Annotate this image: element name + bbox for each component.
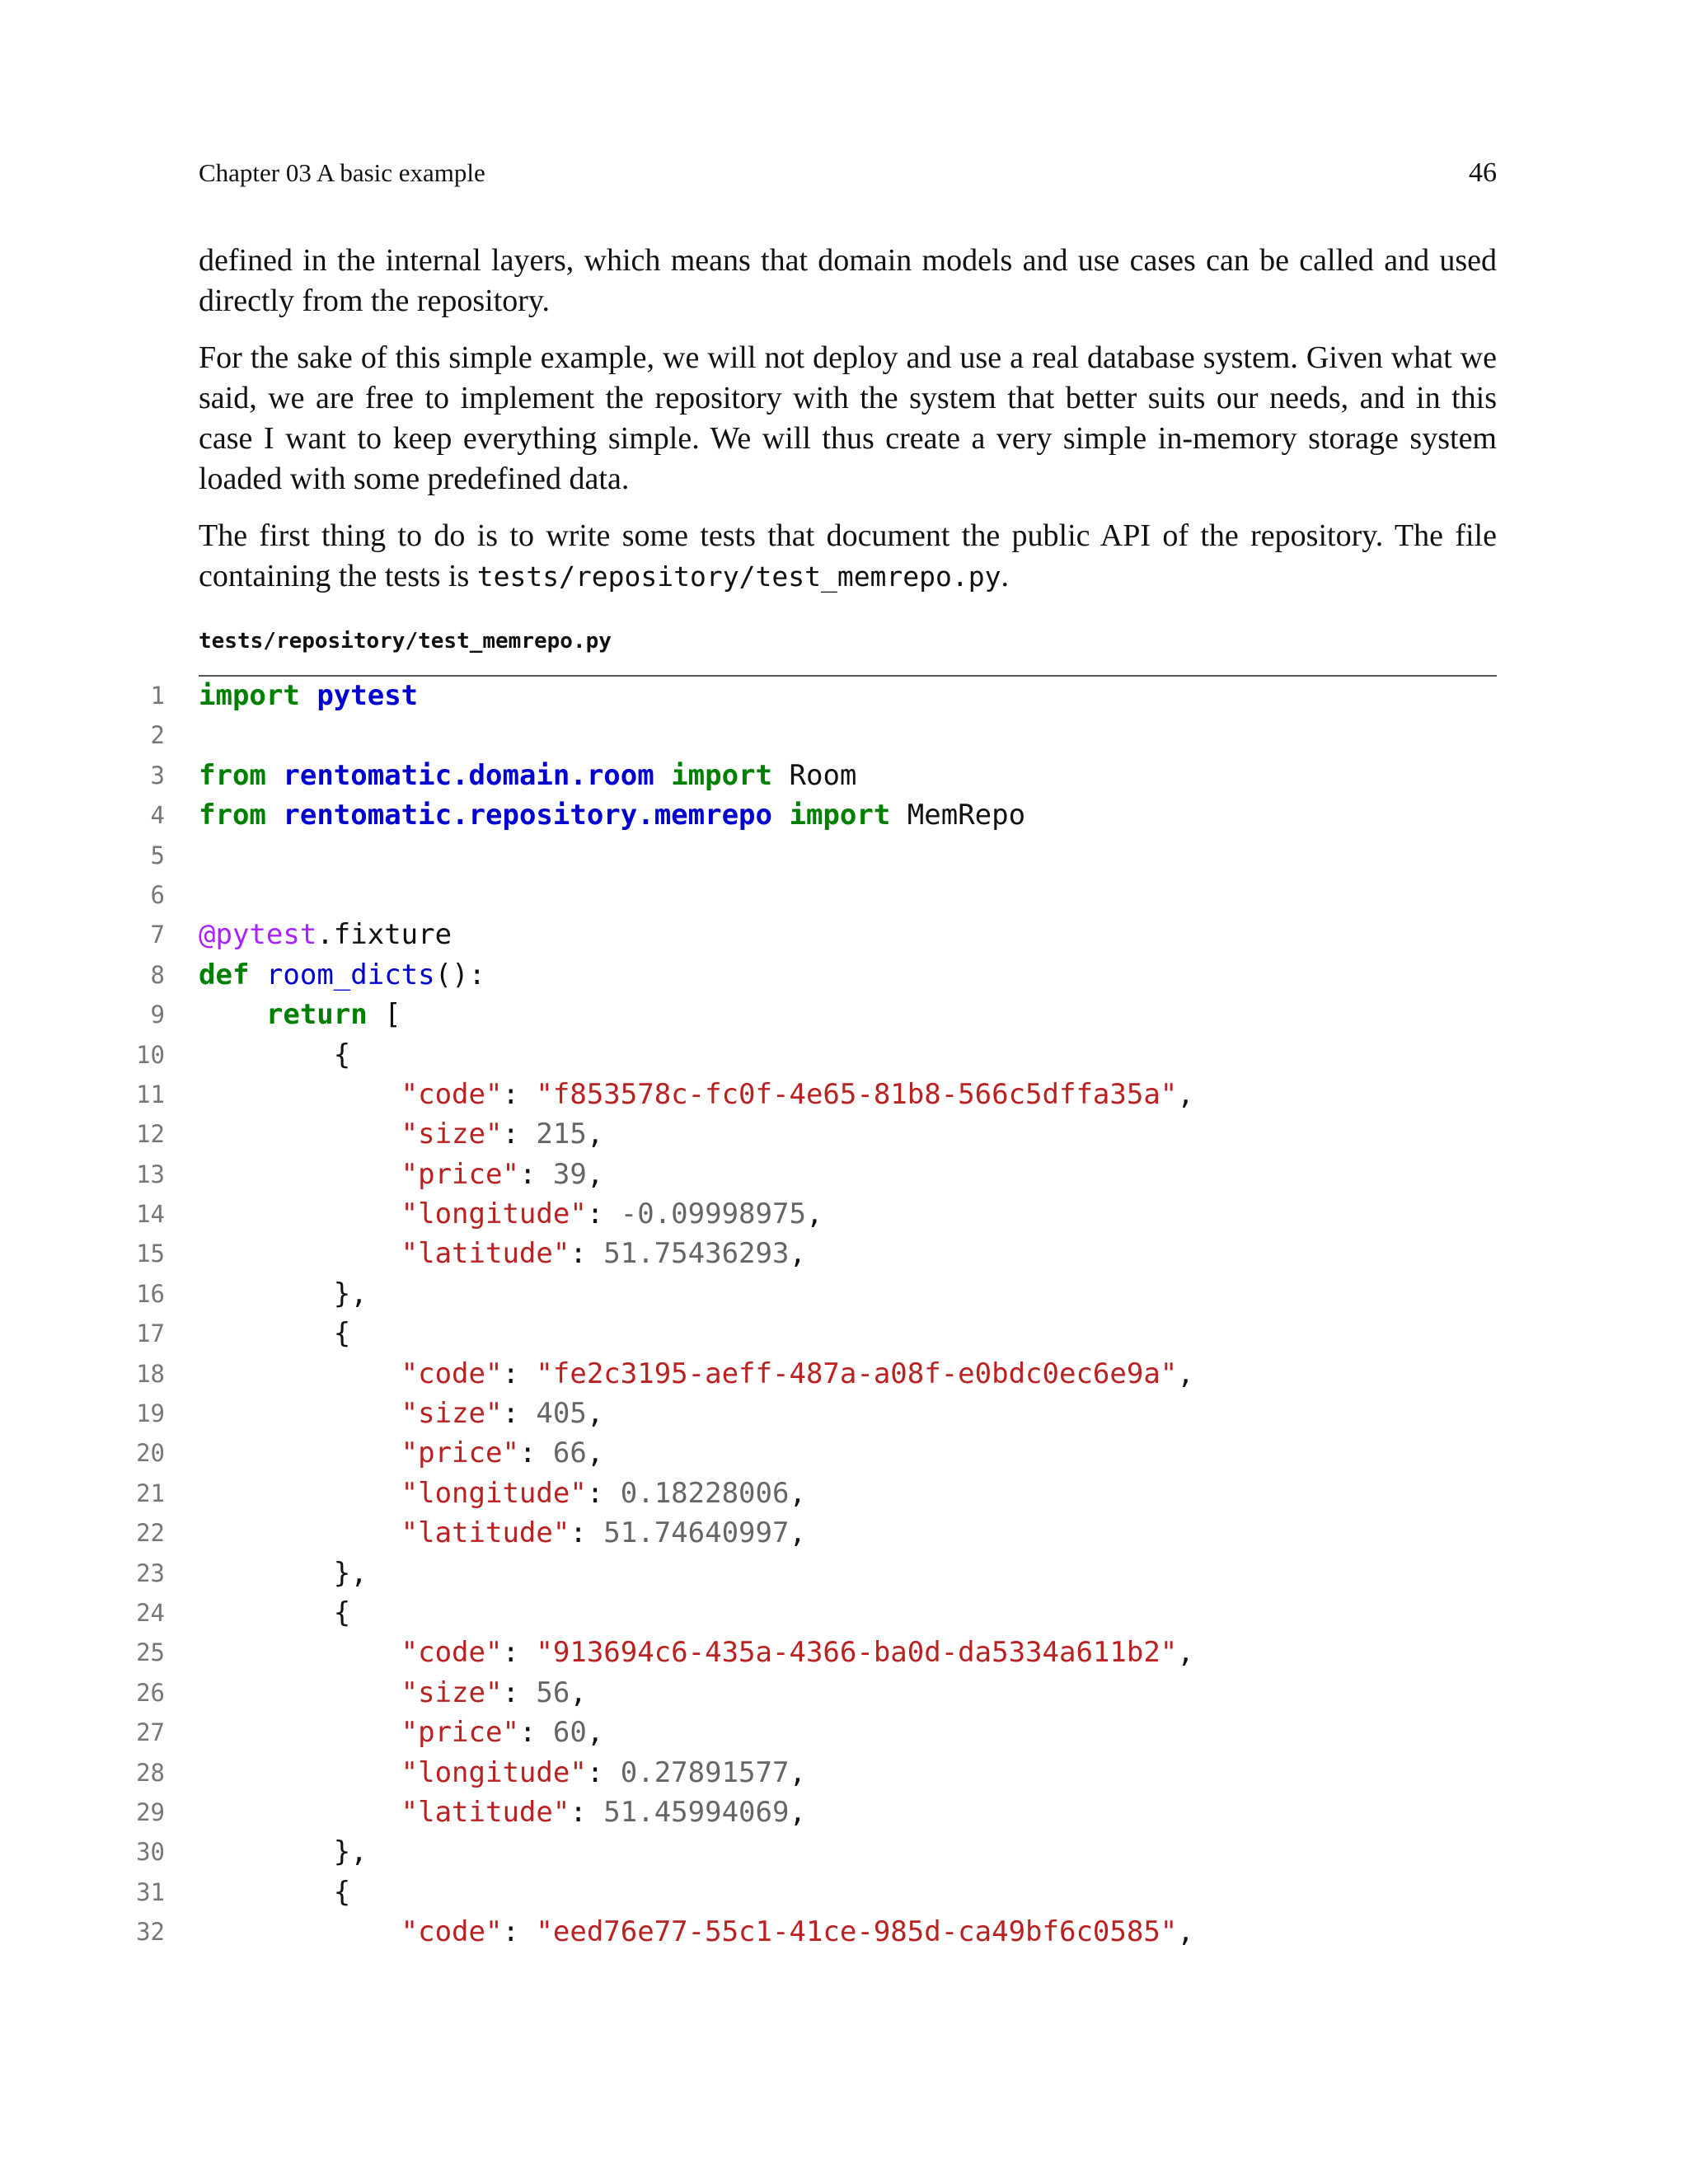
code-line [124, 836, 1525, 875]
code-token [199, 1636, 401, 1669]
code-token: "code" [401, 1636, 503, 1670]
line-code [199, 1075, 1194, 1114]
paragraph-text: The first thing to do is to write some tests that document the public API of the repository. The file containing the tests is [199, 518, 1497, 593]
code-token: [ [367, 998, 401, 1032]
code-token: Room [772, 758, 857, 792]
code-token: { [199, 1038, 351, 1071]
line-number: 26 [136, 1678, 165, 1707]
code-token: "code" [401, 1915, 503, 1949]
line-number: 21 [136, 1479, 165, 1507]
code-token: "longitude" [401, 1197, 587, 1231]
code-token: , [789, 1237, 806, 1271]
code-token: { [199, 1875, 351, 1909]
line-code [199, 1194, 823, 1234]
code-token: "longitude" [401, 1755, 587, 1789]
code-line [124, 1832, 1525, 1872]
line-number: 2 [150, 721, 165, 750]
code-token: "latitude" [401, 1795, 570, 1829]
line-number: 6 [150, 880, 165, 909]
code-token: 215 [536, 1118, 587, 1151]
code-token: }, [199, 1835, 368, 1869]
line-number: 4 [150, 801, 165, 830]
code-token: : [502, 1675, 537, 1709]
code-token [199, 1197, 401, 1230]
code-token: 51.45994069 [603, 1795, 790, 1829]
line-code [199, 1474, 806, 1513]
code-token: , [789, 1476, 806, 1510]
line-number: 27 [136, 1718, 165, 1747]
code-token [199, 1078, 401, 1111]
code-line [124, 1433, 1525, 1473]
code-line [124, 1394, 1525, 1433]
code-token: , [1177, 1357, 1194, 1390]
code-token: "size" [401, 1118, 503, 1151]
line-code [199, 1554, 368, 1593]
line-code [199, 676, 418, 715]
code-token: "price" [401, 1436, 519, 1470]
code-token: 0.27891577 [620, 1755, 790, 1789]
code-token: : [502, 1397, 537, 1431]
line-code [199, 1394, 603, 1433]
line-code [199, 955, 485, 995]
code-token [300, 679, 316, 712]
code-token: : [502, 1636, 537, 1670]
code-token: : [518, 1716, 553, 1750]
line-code [199, 1793, 806, 1832]
code-token: def [199, 958, 250, 991]
code-token: 56 [536, 1675, 570, 1709]
line-code [199, 1753, 806, 1793]
code-token [199, 1516, 401, 1549]
line-code [199, 1912, 1194, 1952]
line-code [199, 795, 1025, 835]
code-token: "code" [401, 1357, 503, 1390]
line-code [199, 1872, 350, 1912]
code-token: 39 [552, 1157, 587, 1191]
code-token: , [789, 1516, 806, 1550]
line-number: 30 [136, 1838, 165, 1867]
code-token: "size" [401, 1397, 503, 1431]
line-code [199, 1633, 1194, 1672]
code-line [124, 1274, 1525, 1314]
code-line [124, 1753, 1525, 1793]
line-number: 3 [150, 761, 165, 790]
code-token: , [586, 1716, 604, 1750]
code-token: import [789, 799, 891, 832]
code-token [199, 1676, 401, 1709]
code-token [199, 998, 266, 1031]
code-line [124, 1872, 1525, 1912]
code-token: @pytest [199, 918, 317, 952]
line-number: 15 [136, 1240, 165, 1268]
code-line [124, 715, 1525, 755]
code-token: : [518, 1436, 553, 1470]
code-token: "fe2c3195-aeff-487a-a08f-e0bdc0ec6e9a" [536, 1357, 1178, 1390]
code-token: "913694c6-435a-4366-ba0d-da5334a611b2" [536, 1636, 1178, 1670]
line-code [199, 1513, 806, 1553]
line-code [199, 1713, 603, 1752]
line-code [199, 756, 856, 795]
code-token [199, 1477, 401, 1510]
code-line [124, 1314, 1525, 1353]
code-token [199, 1716, 401, 1749]
line-code [199, 1234, 806, 1273]
code-listing [124, 676, 1525, 1952]
code-line [124, 995, 1525, 1034]
code-token: , [805, 1197, 823, 1231]
paragraph: For the sake of this simple example, we will not deploy and use a real database system. Given what we said, we are free to implement the repository with the system that better suits our needs, and in this case I want to keep everything simple. We will thus create a very simple in-memory storage system loaded with some predefined data. [199, 340, 1497, 496]
line-number: 10 [136, 1040, 165, 1069]
code-token: , [1177, 1636, 1194, 1670]
code-token: "f853578c-fc0f-4e65-81b8-566c5dffa35a" [536, 1077, 1178, 1111]
code-token: : [502, 1915, 537, 1949]
line-code [199, 1354, 1194, 1394]
code-token: , [789, 1755, 806, 1789]
inline-code-path: tests/repository/test_memrepo.py [476, 560, 1001, 593]
line-number: 8 [150, 960, 165, 989]
code-line [124, 1593, 1525, 1633]
code-token: .fixture [316, 918, 452, 952]
code-token: rentomatic.repository.memrepo [283, 799, 772, 832]
code-token: : [502, 1077, 537, 1111]
code-token: 60 [552, 1716, 587, 1750]
code-line [124, 1554, 1525, 1593]
code-token [199, 1158, 401, 1191]
code-token [266, 759, 283, 792]
code-token: , [586, 1397, 604, 1431]
code-line [124, 1673, 1525, 1713]
code-token: }, [199, 1277, 368, 1310]
line-number: 24 [136, 1598, 165, 1627]
code-token: 405 [536, 1397, 587, 1431]
code-token: , [570, 1675, 587, 1709]
code-token: 66 [552, 1436, 587, 1470]
line-number: 5 [150, 841, 165, 869]
line-code [199, 1433, 603, 1473]
line-number: 16 [136, 1279, 165, 1308]
line-number: 7 [150, 921, 165, 949]
line-number: 23 [136, 1558, 165, 1587]
code-token: , [789, 1795, 806, 1829]
code-token [772, 799, 789, 832]
code-token [199, 1796, 401, 1829]
line-number: 9 [150, 1001, 165, 1029]
code-line [124, 1114, 1525, 1154]
code-line [124, 1155, 1525, 1194]
code-line [124, 1793, 1525, 1832]
code-token: from [199, 758, 266, 792]
code-line [124, 875, 1525, 915]
code-token [249, 958, 265, 991]
page-number: 46 [1469, 157, 1497, 188]
code-token [266, 799, 283, 832]
code-line [124, 1912, 1525, 1952]
line-code [199, 915, 452, 954]
line-number: 20 [136, 1439, 165, 1468]
code-line [124, 1713, 1525, 1752]
code-line [124, 1035, 1525, 1075]
code-token: , [1177, 1077, 1194, 1111]
code-token: "longitude" [401, 1476, 587, 1510]
code-token: : [502, 1118, 537, 1151]
code-token: : [586, 1755, 621, 1789]
line-number: 18 [136, 1359, 165, 1388]
line-number: 12 [136, 1120, 165, 1149]
line-number: 28 [136, 1758, 165, 1787]
code-line [124, 1194, 1525, 1234]
code-token: rentomatic.domain.room [283, 758, 654, 792]
code-token [199, 1436, 401, 1469]
code-token: (): [434, 958, 486, 991]
code-line [124, 795, 1525, 835]
code-token [199, 1237, 401, 1270]
page-header [199, 157, 1497, 190]
code-token: import [671, 758, 773, 792]
code-line [124, 915, 1525, 954]
line-code [199, 1832, 368, 1872]
line-code [199, 1035, 350, 1075]
line-code [199, 1274, 368, 1314]
code-token: : [586, 1476, 621, 1510]
line-number: 14 [136, 1200, 165, 1229]
line-number: 29 [136, 1797, 165, 1826]
line-number: 25 [136, 1638, 165, 1667]
code-token: : [586, 1197, 621, 1231]
code-line [124, 1633, 1525, 1672]
code-token: return [265, 998, 368, 1032]
paragraph-text: . [1001, 559, 1009, 593]
code-line [124, 1354, 1525, 1394]
code-token: , [586, 1157, 604, 1191]
line-number: 17 [136, 1319, 165, 1348]
code-token: { [199, 1596, 351, 1629]
code-token: "price" [401, 1716, 519, 1750]
code-line [124, 955, 1525, 995]
paragraph: defined in the internal layers, which means that domain models and use cases can be called and used directly from the repository. [199, 243, 1497, 318]
code-line [124, 1474, 1525, 1513]
code-token: import [199, 679, 300, 712]
code-line [124, 1234, 1525, 1273]
code-token: "size" [401, 1675, 503, 1709]
line-number: 32 [136, 1918, 165, 1947]
line-code [199, 1114, 603, 1154]
code-token: 51.74640997 [603, 1516, 790, 1550]
code-line [124, 1513, 1525, 1553]
code-token: : [570, 1516, 604, 1550]
code-token: : [570, 1237, 604, 1271]
code-line [124, 1075, 1525, 1114]
line-number: 11 [136, 1080, 165, 1108]
line-number: 1 [150, 682, 165, 710]
code-caption: tests/repository/test_memrepo.py [199, 629, 612, 654]
code-token: from [199, 799, 266, 832]
code-token: , [586, 1118, 604, 1151]
line-code [199, 1314, 350, 1353]
code-token: -0.09998975 [620, 1197, 806, 1231]
line-number: 13 [136, 1160, 165, 1188]
code-token: MemRepo [890, 799, 1026, 832]
code-line [124, 676, 1525, 715]
code-token [199, 1357, 401, 1390]
line-code [199, 1593, 350, 1633]
code-token: }, [199, 1556, 368, 1590]
code-token [654, 759, 671, 792]
line-number: 19 [136, 1399, 165, 1428]
code-token: 51.75436293 [603, 1237, 790, 1271]
code-token: room_dicts [265, 958, 435, 991]
code-token [199, 1118, 401, 1151]
code-token: "price" [401, 1157, 519, 1191]
line-code [199, 1155, 603, 1194]
code-token: , [1177, 1915, 1194, 1949]
code-token: : [518, 1157, 553, 1191]
body-text [199, 241, 1497, 613]
chapter-title: Chapter 03 A basic example [199, 158, 485, 187]
line-number: 31 [136, 1877, 165, 1906]
code-token: : [570, 1795, 604, 1829]
code-token [199, 1756, 401, 1789]
code-token: "eed76e77-55c1-41ce-985d-ca49bf6c0585" [536, 1915, 1178, 1949]
code-token: 0.18228006 [620, 1476, 790, 1510]
code-token: "latitude" [401, 1516, 570, 1550]
code-token: , [586, 1436, 604, 1470]
code-token: : [502, 1357, 537, 1390]
paragraph [199, 516, 1497, 597]
line-code [199, 995, 401, 1034]
code-token: "code" [401, 1077, 503, 1111]
code-token [199, 1397, 401, 1430]
line-number: 22 [136, 1519, 165, 1548]
code-line [124, 756, 1525, 795]
line-code [199, 1673, 587, 1713]
code-token: { [199, 1317, 351, 1351]
code-token: "latitude" [401, 1237, 570, 1271]
code-token: pytest [316, 679, 419, 712]
code-token [199, 1915, 401, 1948]
